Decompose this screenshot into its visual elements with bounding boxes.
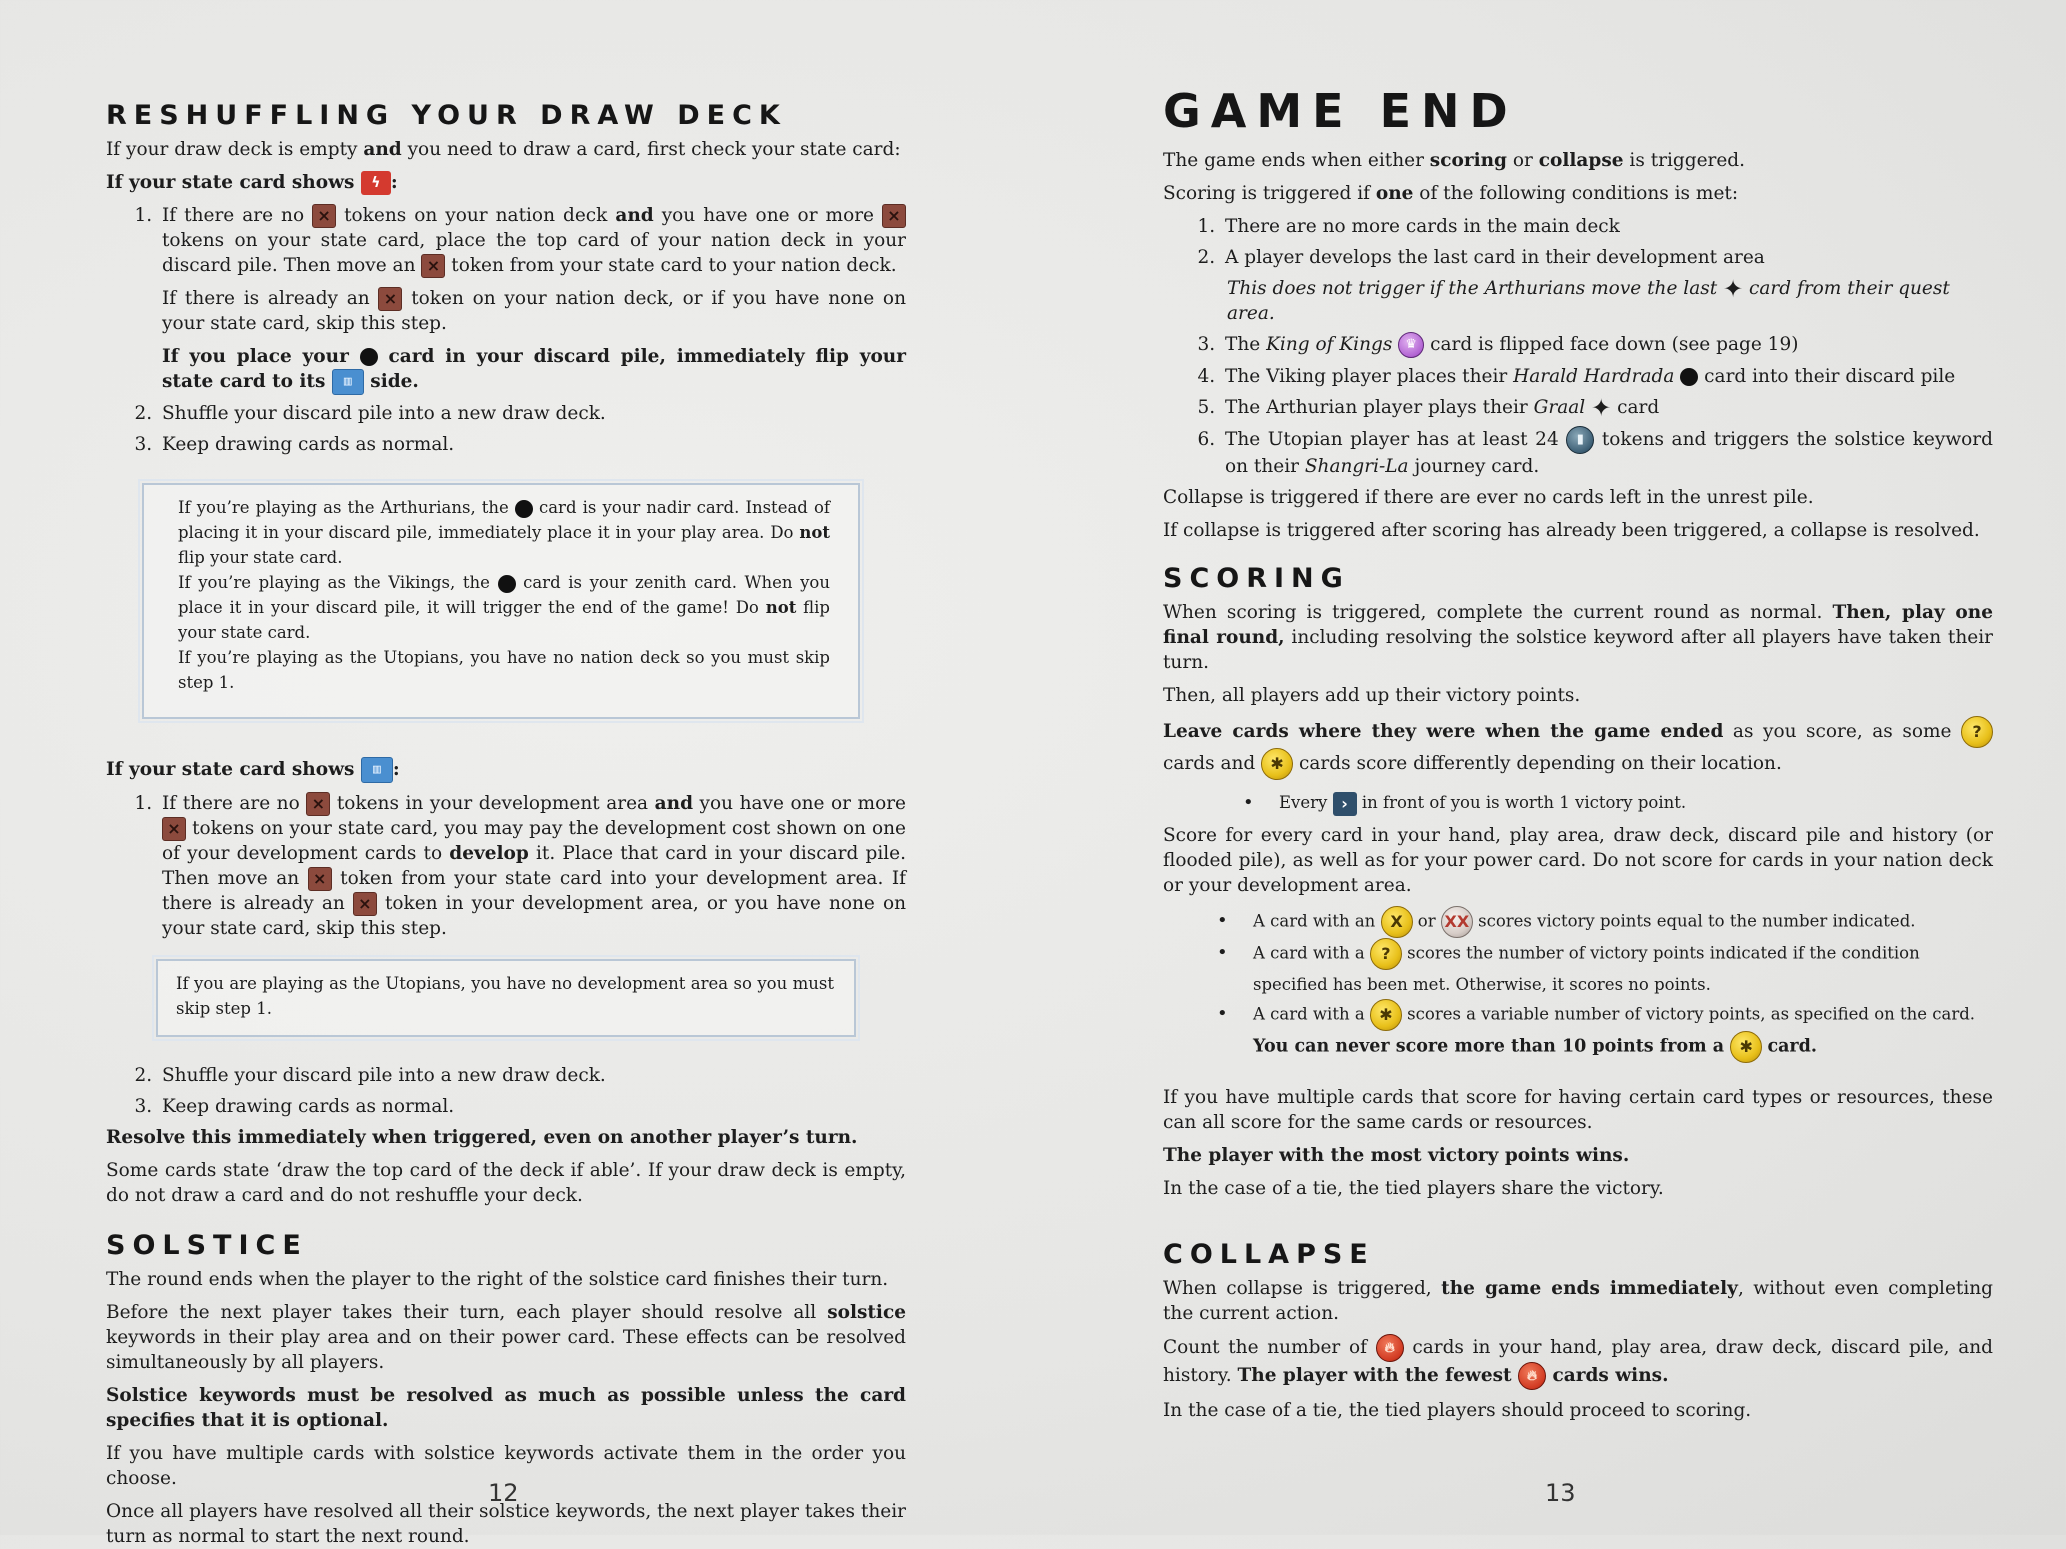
teal-token-icon: ▮: [1566, 426, 1594, 454]
x-token-icon: ×: [162, 817, 186, 841]
heading-reshuffling: RESHUFFLING YOUR DRAW DECK: [106, 100, 787, 131]
red-step-1: 1. If there are no × tokens on your nation deck and you have one or more × tokens on your state card, place the top card of your nation deck in your discard pile. Then move an × token from your state card to your nation deck. If there is already an × token on your nation deck, or if you have none on your state card, skip this step. If you place your card in your discard pile, immediately flip your state card to its ▥ side.: [158, 203, 906, 395]
box1-utopians: If you’re playing as the Utopians, you have no nation deck so you must skip step 1.: [178, 648, 830, 692]
blue-state-card-icon: ▥: [332, 369, 364, 395]
bullet-chevron: • Every › in front of you is worth 1 victory point.: [1279, 788, 1993, 817]
scoring-p2: Then, all players add up their victory points.: [1163, 685, 1581, 706]
condition-3: 3. The King of Kings ♛ card is flipped face down (see page 19): [1221, 332, 1993, 358]
blue-steps-list: [106, 791, 906, 941]
question-coin-icon: ?: [1961, 716, 1993, 748]
collapse-p1: When collapse is triggered, the game ends immediately, without even completing the current action.: [1163, 1278, 1994, 1324]
page-number-left: 12: [488, 1479, 519, 1507]
asterisk-coin-icon: ✱: [1730, 1031, 1762, 1063]
red-state-card-icon: ϟ: [361, 171, 391, 195]
game-end-p4: If collapse is triggered after scoring has already been triggered, a collapse is resolved.: [1163, 520, 1980, 541]
condition-1: 1. There are no more cards in the main deck: [1221, 214, 1993, 239]
blue-state-card-icon: ▥: [361, 757, 393, 783]
game-end-p2: Scoring is triggered if one of the following conditions is met:: [1163, 183, 1739, 204]
solstice-p5: Once all players have resolved all their solstice keywords, the next player takes their turn as normal to start the next round.: [106, 1501, 906, 1547]
bullet-condition-points: • A card with a ? scores the number of victory points indicated if the condition specified has been met. Otherwise, it scores no points.: [1253, 938, 1993, 999]
question-coin-icon: ?: [1370, 938, 1402, 970]
red-steps-list: [106, 203, 906, 457]
resolve-immediately: Resolve this immediately when triggered, even on another player’s turn.: [106, 1127, 858, 1148]
condition-2: 2. A player develops the last card in their development area: [1221, 245, 1993, 270]
condition-5: 5. The Arthurian player plays their Graal ✦ card: [1221, 395, 1993, 420]
scoring-conditions-list-cont: [1163, 332, 1993, 479]
x-token-icon: ×: [378, 287, 402, 311]
solstice-p2: Before the next player takes their turn, each player should resolve all solstice keywords in their play area and on their power card. These effects can be resolved simultaneously by all players.: [106, 1302, 906, 1373]
x-token-icon: ×: [308, 867, 332, 891]
state-red-label: If your state card shows ϟ :: [106, 172, 398, 193]
four-point-star-icon: ✦: [1591, 394, 1612, 422]
heading-game-end: GAME END: [1163, 84, 1518, 138]
blue-step-1: 1. If there are no × tokens in your development area and you have one or more × tokens on your state card, you may pay the development cost shown on one of your development cards to develop it. Place that card in your discard pile. Then move an × token from your state card into your development area. If there is already an × token in your development area, or you have none on your state card, skip this step.: [158, 791, 906, 941]
x-token-icon: ×: [882, 204, 906, 228]
collapse-p3: In the case of a tie, the tied players should proceed to scoring.: [1163, 1400, 1752, 1421]
red-step-3: 3. Keep drawing cards as normal.: [158, 432, 906, 457]
utopian-note-box: [156, 959, 856, 1037]
x-coin-icon: X: [1381, 906, 1413, 938]
x-token-icon: ×: [353, 892, 377, 916]
xx-coin-icon: XX: [1441, 906, 1473, 938]
chevron-card-icon: ›: [1333, 792, 1357, 816]
reshuffle-intro: If your draw deck is empty and you need to draw a card, first check your state card:: [106, 139, 901, 160]
blue-step-3: 3. Keep drawing cards as normal.: [158, 1094, 906, 1119]
box1-arthurians: If you’re playing as the Arthurians, the card is your nadir card. Instead of placing it in your discard pile, immediately place it in your play area. Do not flip your state card.: [178, 498, 830, 567]
black-circle-icon: [515, 500, 533, 518]
solstice-p4: If you have multiple cards with solstice keywords activate them in the order you choose.: [106, 1443, 906, 1489]
fire-unrest-icon: 🔥︎: [1518, 1362, 1546, 1390]
black-circle-icon: [360, 348, 378, 366]
game-end-p1: The game ends when either scoring or collapse is triggered.: [1163, 150, 1746, 171]
black-circle-icon: [1680, 368, 1698, 386]
scoring-bullets-2: [1163, 906, 1993, 1063]
heading-scoring: SCORING: [1163, 563, 1350, 594]
red-step-1-sub1: If there is already an × token on your nation deck, or if you have none on your state card, skip this step.: [162, 288, 906, 334]
x-token-icon: ×: [312, 204, 336, 228]
scoring-p3: Leave cards where they were when the game ended as you score, as some ? cards and ✱ cards score differently depending on their location.: [1163, 716, 1993, 780]
x-token-icon: ×: [306, 792, 330, 816]
asterisk-coin-icon: ✱: [1370, 999, 1402, 1031]
x-token-icon: ×: [421, 254, 445, 278]
scoring-p5: If you have multiple cards that score for having certain card types or resources, these can all score for the same cards or resources.: [1163, 1087, 1993, 1133]
bullet-variable-points: • A card with a ✱ scores a variable number of victory points, as specified on the card. You can never score more than 10 points from a ✱ card.: [1253, 999, 1993, 1063]
four-point-star-icon: ✦: [1723, 275, 1744, 303]
heading-solstice: SOLSTICE: [106, 1230, 308, 1261]
condition-2-note: This does not trigger if the Arthurians move the last ✦ card from their quest area.: [1227, 275, 1950, 324]
blue-step-2: 2. Shuffle your discard pile into a new draw deck.: [158, 1063, 906, 1088]
game-end-p3: Collapse is triggered if there are ever no cards left in the unrest pile.: [1163, 487, 1814, 508]
bullet-fixed-points: • A card with an X or XX scores victory points equal to the number indicated.: [1253, 906, 1993, 938]
heading-collapse: COLLAPSE: [1163, 1239, 1375, 1270]
box1-vikings: If you’re playing as the Vikings, the card is your zenith card. When you place it in your discard pile, it will trigger the end of the game! Do not flip your state card.: [178, 573, 830, 642]
scoring-conditions-list: [1163, 214, 1993, 270]
red-step-2: 2. Shuffle your discard pile into a new draw deck.: [158, 401, 906, 426]
purple-crown-icon: ♛: [1398, 332, 1424, 358]
fire-unrest-icon: 🔥︎: [1376, 1334, 1404, 1362]
page-left: [0, 0, 1033, 1547]
box2-text: If you are playing as the Utopians, you have no development area so you must skip step 1.: [176, 974, 834, 1018]
scoring-p4: Score for every card in your hand, play area, draw deck, discard pile and history (or flooded pile), as well as for your power card. Do not score for cards in your nation deck or your development area.: [1163, 825, 1993, 896]
page-right: [1033, 0, 2066, 1535]
red-step-1-sub2: If you place your card in your discard pile, immediately flip your state card to its ▥ side.: [162, 344, 906, 395]
collapse-p2: Count the number of 🔥︎ cards in your hand, play area, draw deck, discard pile, and history. The player with the fewest 🔥︎ cards wins.: [1163, 1334, 1993, 1390]
condition-6: 6. The Utopian player has at least 24 ▮ tokens and triggers the solstice keyword on their Shangri-La journey card.: [1221, 426, 1993, 479]
black-circle-icon: [498, 575, 516, 593]
faction-note-box: [142, 483, 860, 719]
scoring-bullets-1: [1163, 788, 1993, 817]
blue-steps-list-cont: [106, 1063, 906, 1119]
scoring-p7: In the case of a tie, the tied players share the victory.: [1163, 1178, 1664, 1199]
scoring-p1: When scoring is triggered, complete the current round as normal. Then, play one final round, including resolving the solstice keyword after all players have taken their turn.: [1163, 602, 1993, 673]
page-number-right: 13: [1545, 1479, 1576, 1507]
asterisk-coin-icon: ✱: [1261, 748, 1293, 780]
scoring-p6: The player with the most victory points wins.: [1163, 1145, 1630, 1166]
draw-if-able-note: Some cards state ‘draw the top card of the deck if able’. If your draw deck is empty, do not draw a card and do not reshuffle your deck.: [106, 1160, 906, 1206]
solstice-p1: The round ends when the player to the right of the solstice card finishes their turn.: [106, 1269, 889, 1290]
state-blue-label: If your state card shows ▥ :: [106, 757, 906, 783]
solstice-p3: Solstice keywords must be resolved as much as possible unless the card specifies that it is optional.: [106, 1385, 906, 1431]
condition-4: 4. The Viking player places their Harald Hardrada card into their discard pile: [1221, 364, 1993, 389]
